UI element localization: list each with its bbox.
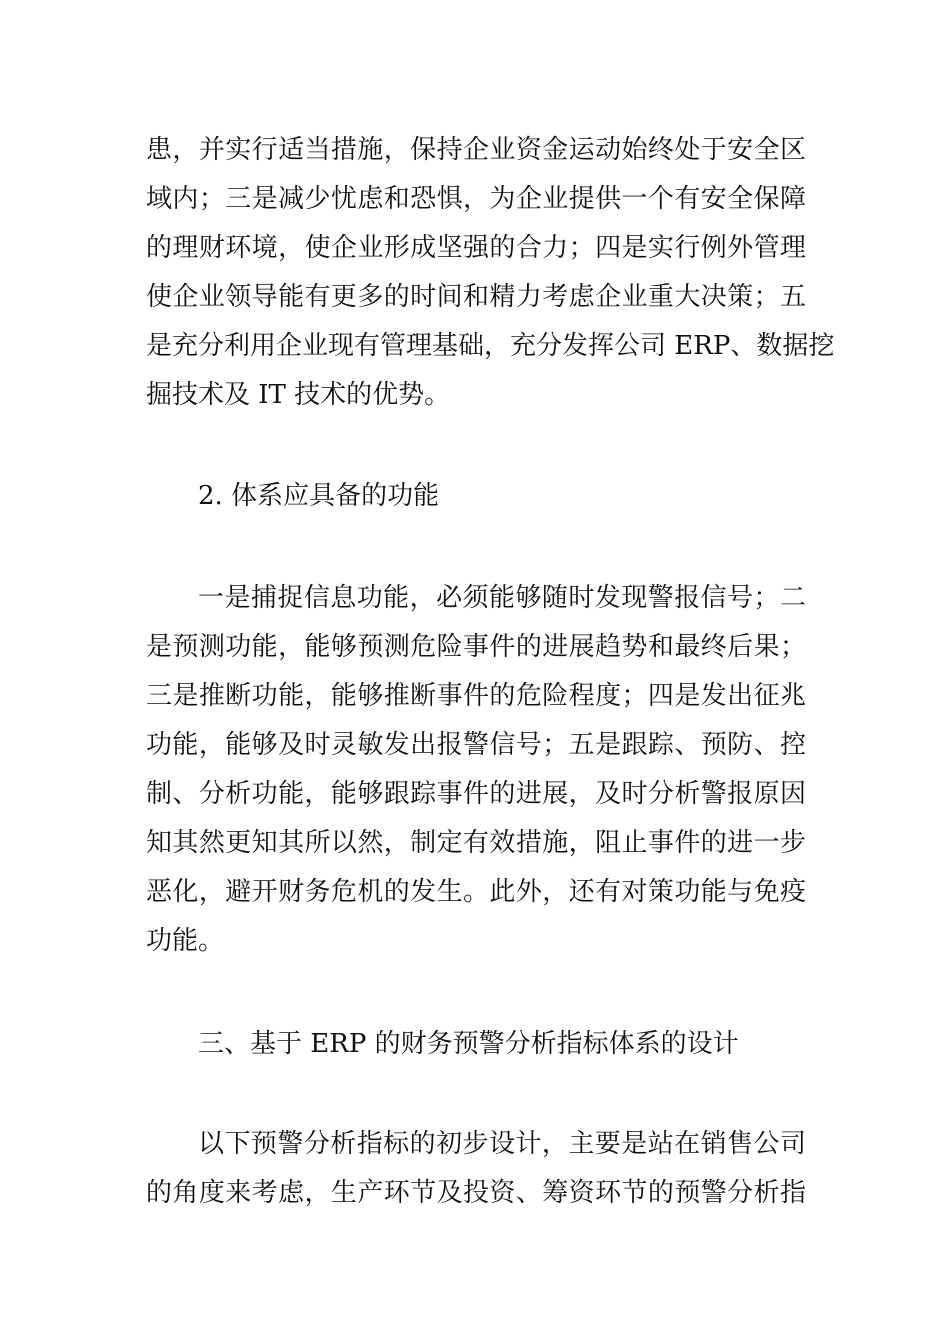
paragraph-line: 知其然更知其所以然，制定有效措施，阻止事件的进一步 [146,828,806,858]
paragraph-line: 域内；三是减少忧虑和恐惧，为企业提供一个有安全保障 [146,184,806,214]
paragraph-line: 三是推断功能，能够推断事件的危险程度；四是发出征兆 [146,681,806,711]
section-heading-2: 2. 体系应具备的功能 [198,481,440,511]
paragraph-3 [146,1120,806,1218]
paragraph-line: 功能，能够及时灵敏发出报警信号；五是跟踪、预防、控 [146,730,806,760]
paragraph-line: 制、分析功能，能够跟踪事件的进展，及时分析警报原因 [146,779,806,809]
paragraph-line: 是预测功能，能够预测危险事件的进展趋势和最终后果； [146,632,806,662]
paragraph-line: 一是捕捉信息功能，必须能够随时发现警报信号；二 [198,583,806,613]
paragraph-line: 的角度来考虑，生产环节及投资、筹资环节的预警分析指 [146,1178,806,1208]
paragraph-2 [146,574,806,966]
paragraph-line: 患，并实行适当措施，保持企业资金运动始终处于安全区 [146,135,806,165]
paragraph-line: 是充分利用企业现有管理基础，充分发挥公司 ERP、数据挖 [146,331,835,361]
paragraph-line: 的理财环境，使企业形成坚强的合力；四是实行例外管理 [146,233,806,263]
paragraph-line: 功能。 [146,926,225,956]
paragraph-1 [146,126,835,420]
paragraph-line: 掘技术及 IT 技术的优势。 [146,380,451,410]
paragraph-line: 恶化，避开财务危机的发生。此外，还有对策功能与免疫 [146,877,806,907]
paragraph-line: 以下预警分析指标的初步设计，主要是站在销售公司 [198,1129,806,1159]
paragraph-line: 使企业领导能有更多的时间和精力考虑企业重大决策；五 [146,282,806,312]
section-heading-3: 三、基于 ERP 的财务预警分析指标体系的设计 [198,1029,739,1059]
